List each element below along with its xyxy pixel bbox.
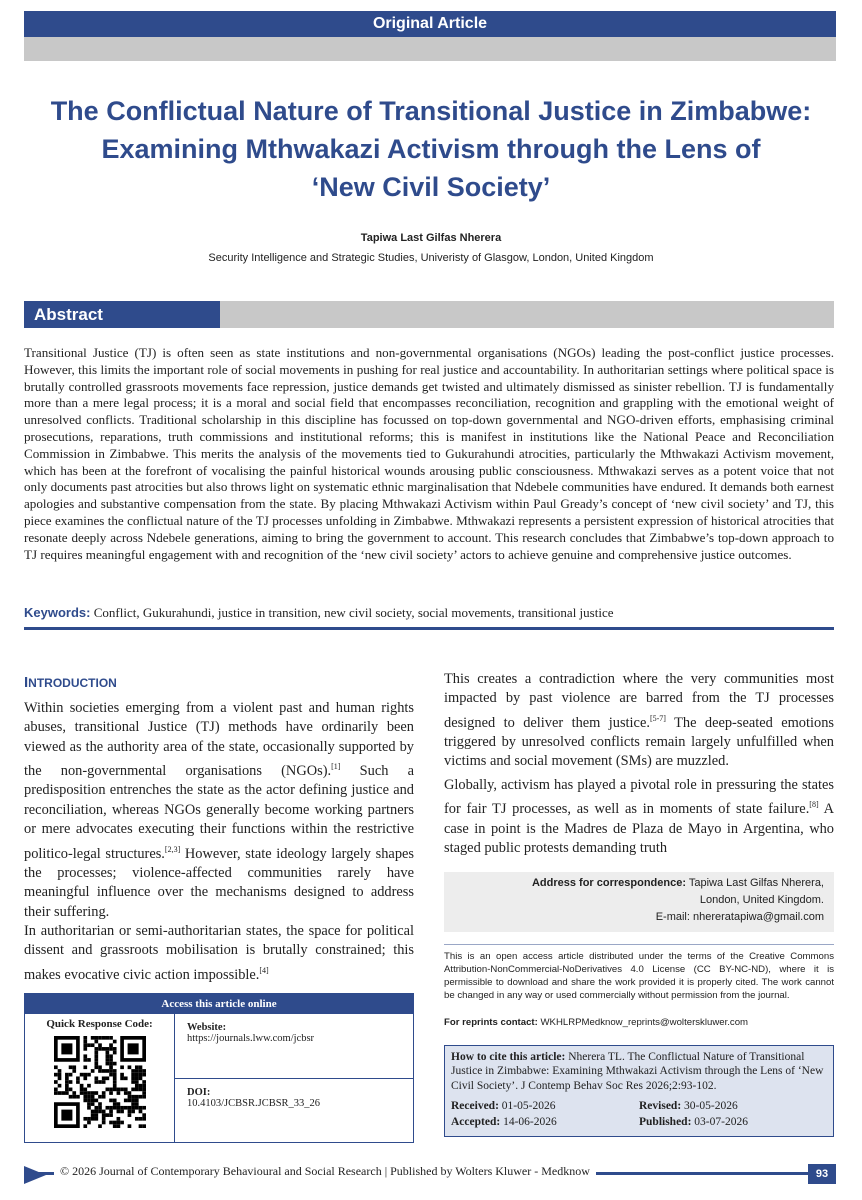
access-heading: Access this article online	[25, 994, 413, 1014]
doi-label: DOI:	[187, 1086, 211, 1098]
citation-ref[interactable]: [8]	[809, 800, 819, 810]
cite-box	[444, 1045, 834, 1137]
cite-text: Nherera TL. The Conflictual Nature of Transitional Justice in Zimbabwe: Examining Mthwakazi Activism through the Lens of ‘New Civil Society’. J Contemp Behav Soc Res 2026;2:93-102.	[451, 1051, 824, 1092]
article-dates	[451, 1099, 827, 1129]
reprints-email[interactable]: WKHLRPMedknow_reprints@wolterskluwer.com	[540, 1017, 749, 1028]
article-type-label: Original Article	[372, 15, 488, 32]
body-paragraph	[24, 699, 414, 922]
introduction-heading	[24, 674, 414, 691]
title-line: ‘New Civil Society’	[311, 172, 551, 202]
received-label: Received:	[451, 1100, 499, 1113]
correspondence-email[interactable]: E-mail: nhereratapiwa@gmail.com	[655, 911, 824, 923]
received-date: 01-05-2026	[501, 1100, 556, 1113]
paragraph-text: Within societies emerging from a violent past and human rights abuses, transitional Justice (TJ) methods have ordinarily been viewed as the authority area of the state, occasionally supported by the non-governmental organisations (NGOs).	[24, 700, 414, 780]
revised-label: Revised:	[639, 1100, 682, 1113]
divider	[444, 944, 834, 945]
correspondence-label: Address for correspondence:	[531, 877, 687, 889]
reprints-contact	[444, 1017, 834, 1028]
paragraph-text: This creates a contradiction where the very communities most impacted by past violence are barred from the TJ processes designed to deliver them justice.	[444, 671, 834, 731]
paragraph-text: The deep-seated emotions triggered by unresolved conflicts remain largely unfulfilled when victims and social movement (SMs) are muzzled.	[444, 714, 834, 770]
page-number: 93	[808, 1164, 836, 1184]
license-text: This is an open access article distributed under the terms of the Creative Commons Attribution-NonCommercial-NoDerivatives 4.0 License (CC BY-NC-ND), where it is permissible to download and share the work provided it is properly cited. The work cannot be changed in any way or used commercially without permission from the journal.	[444, 951, 834, 1001]
correspondence-location: London, United Kingdom.	[699, 894, 824, 906]
footer-copyright: © 2026 Journal of Contemporary Behavioural and Social Research | Published by Wolters Kluwer - Medknow	[54, 1164, 596, 1179]
accepted-label: Accepted:	[451, 1115, 501, 1128]
qr-code-icon[interactable]	[54, 1036, 146, 1128]
title-line: The Conflictual Nature of Transitional Justice in Zimbabwe:	[50, 96, 812, 126]
abstract-grey-band	[220, 301, 834, 328]
qr-section	[25, 1014, 175, 1142]
header-grey-band	[24, 37, 836, 61]
paragraph-text: A case in point is the Madres de Plaza de Mayo in Argentina, who staged public protests demanding truth	[444, 801, 834, 857]
title-line: Examining Mthwakazi Activism through the Lens of	[101, 134, 761, 164]
article-title	[40, 92, 822, 206]
citation-ref[interactable]: [2,3]	[164, 844, 181, 854]
keywords	[24, 605, 834, 621]
section-divider	[24, 627, 834, 630]
body-paragraph	[444, 776, 834, 858]
keywords-label: Keywords:	[24, 605, 91, 620]
cite-label: How to cite this article:	[451, 1051, 566, 1063]
paragraph-text: Such a predisposition entrenches the state as the actor defining justice and reconciliation, whereas NGOs generally become working partners or mere advocates executing their functions within the restrictive politico-legal structures.	[24, 763, 414, 862]
correspondence-box	[444, 872, 834, 932]
abstract-heading: Abstract	[24, 301, 220, 328]
correspondence-name: Tapiwa Last Gilfas Nherera,	[688, 877, 824, 889]
qr-label: Quick Response Code:	[46, 1018, 153, 1030]
paragraph-text: However, state ideology largely shapes the processes; violence-affected communities rarely have meaningful influence over the mechanisms designed to address their suffering.	[24, 845, 415, 920]
access-online-box	[24, 993, 414, 1143]
paragraph-text: Globally, activism has played a pivotal role in pressuring the states for fair TJ processes, as well as in moments of state failure.	[444, 777, 834, 818]
accepted-date: 14-06-2026	[503, 1115, 557, 1128]
published-date: 03-07-2026	[694, 1115, 748, 1128]
author-affiliation: Security Intelligence and Strategic Studies, Univeristy of Glasgow, London, United Kingdom	[208, 252, 654, 264]
author-name: Tapiwa Last Gilfas Nherera	[360, 232, 502, 244]
abstract-text: Transitional Justice (TJ) is often seen as state institutions and non-governmental organisations (NGOs) leading the post-conflict justice processes. However, this limits the important role of social movements in pushing for real justice and accountability. In authoritarian settings where political space is brutally controlled grassroots movements face repression, justice demands get twisted and ultimately dismissed as sinister rebellion. TJ is fundamentally more than a mere legal process; it is a moral and social field that encompasses reconciliation, recognition and grappling with the emotional weight of unresolved conflicts. Traditional scholarship in this discipline has focussed on top-down governmental and NGO-driven efforts, emphasising criminal prosecutions, reparations, truth commissions and institutional reforms; this is manifest in institutions like the National Peace and Reconciliation Commission in Zimbabwe. This merits the analysis of the movements tied to Gukurahundi atrocities, particularly the Mthwakazi Activism movement, which has been at the forefront of vocalising the painful historical wounds arousing public consciousness. Mthwakazi serves as a potent voice that not only documents past atrocities but also throws light on systematic ethnic marginalisation that Ndebele communities have endured. It demands both earnest apologies and substantive compensation from the state. By placing Mthwakazi Activism within Paul Gready’s concept of ‘new civil society’ and TJ, this piece examines the conflictual nature of the TJ processes unfolding in Zimbabwe. Mthwakazi represents a persistent expression of historical atrocities that resonate deeply across Ndebele generations, aiming to bring the government to account. This research concludes that Zimbabwe’s top-down approach to TJ requires meaningful engagement with and recognition of the ‘new civil society’ actors to achieve genuine and comprehensive justice outcomes.	[24, 345, 834, 562]
heading-rest: NTRODUCTION	[28, 676, 117, 690]
footer-arrow-icon	[24, 1166, 46, 1184]
citation-ref[interactable]: [1]	[331, 762, 341, 772]
body-paragraph	[24, 922, 414, 985]
doi-value[interactable]: 10.4103/JCBSR.JCBSR_33_26	[187, 1097, 321, 1109]
revised-date: 30-05-2026	[684, 1100, 738, 1113]
doi-cell	[175, 1078, 413, 1143]
paragraph-text: In authoritarian or semi-authoritarian states, the space for political dissent and grassroots mobilisation is brutally constrained; this makes evocative civic action impossible.	[24, 923, 414, 983]
heading-initial: I	[24, 674, 29, 691]
article-type-banner	[24, 11, 836, 37]
website-link[interactable]: https://journals.lww.com/jcbsr	[187, 1033, 315, 1044]
website-cell	[175, 1014, 413, 1078]
website-label: Website:	[187, 1022, 227, 1033]
keywords-text: Conflict, Gukurahundi, justice in transition, new civil society, social movements, transitional justice	[93, 605, 614, 620]
citation-ref[interactable]: [5-7]	[649, 713, 666, 723]
citation-ref[interactable]: [4]	[259, 965, 269, 975]
reprints-label: For reprints contact:	[444, 1017, 538, 1028]
published-label: Published:	[639, 1115, 692, 1128]
body-paragraph	[444, 670, 834, 772]
